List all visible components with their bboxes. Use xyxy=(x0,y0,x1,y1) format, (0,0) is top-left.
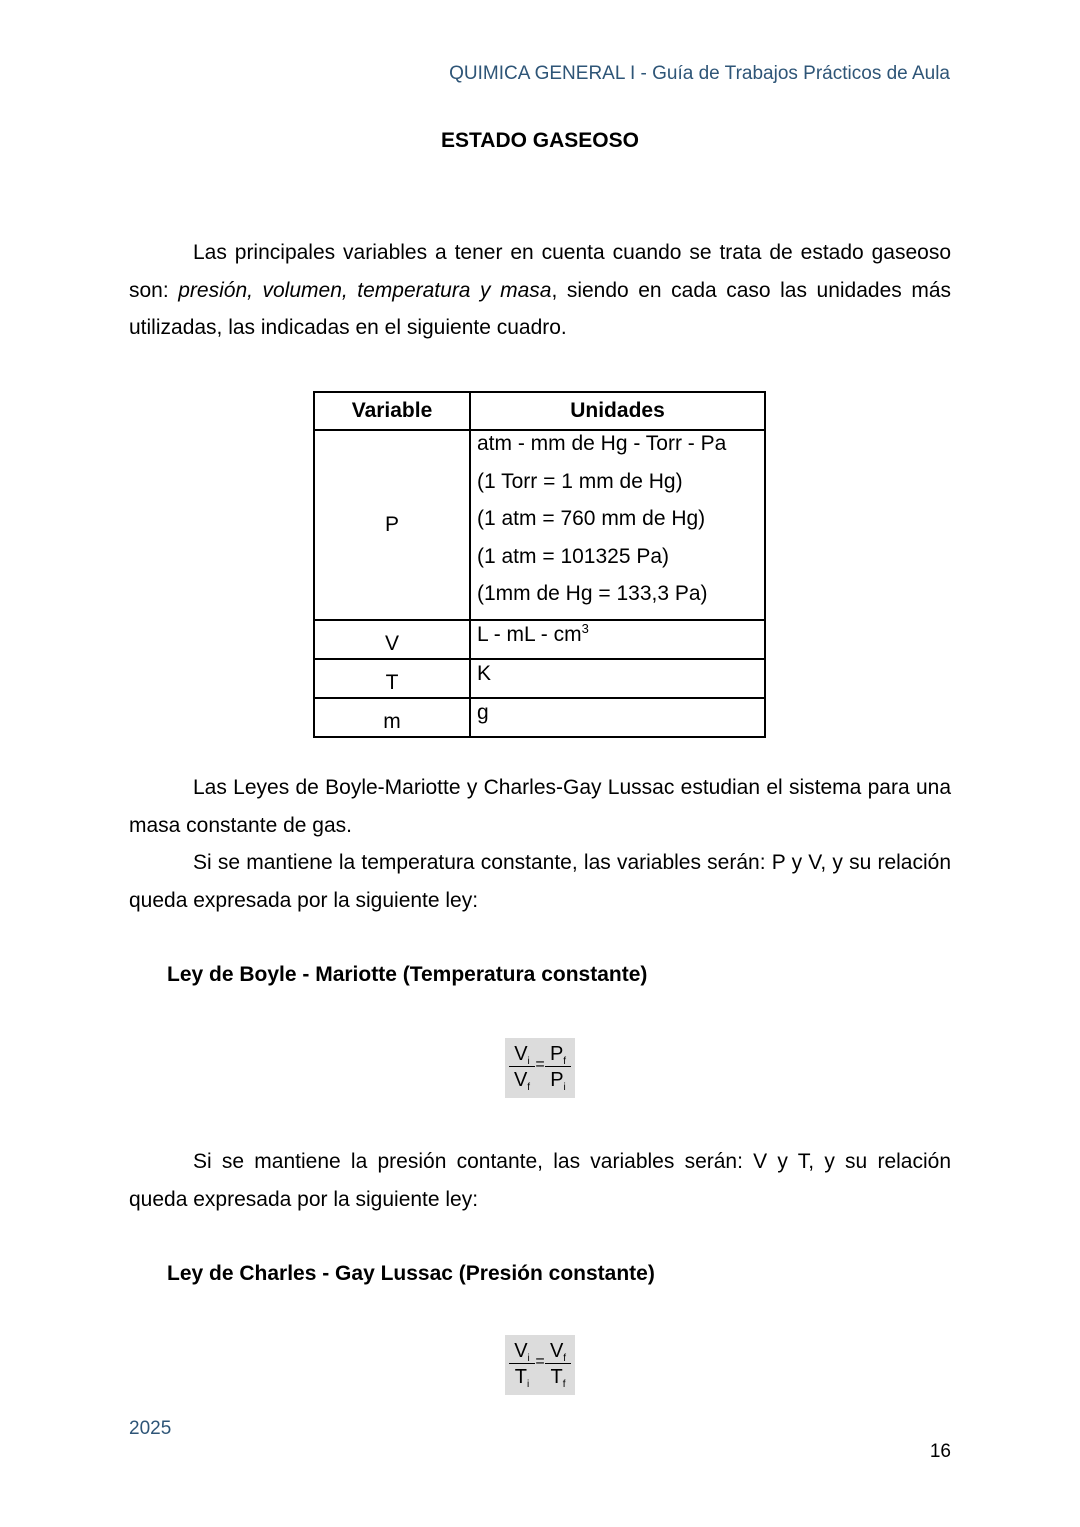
fraction-denominator: $T_i$ xyxy=(514,1366,530,1390)
page-number: 16 xyxy=(929,1441,951,1462)
units-cell xyxy=(470,620,765,659)
charles-formula xyxy=(505,1335,575,1395)
fraction-denominator: $V_f$ xyxy=(513,1069,531,1093)
units-line: (1mm de Hg = 133,3 Pa) xyxy=(477,582,708,605)
header-variable: Variable xyxy=(314,392,470,430)
pressure-paragraph: Si se mantiene la presión contante, las variables serán: V y T, y su relación queda expresada por la siguiente ley: xyxy=(129,1150,951,1211)
fraction-denominator: $P_i$ xyxy=(550,1069,566,1093)
units-cell: K xyxy=(470,659,765,698)
running-header: QUIMICA GENERAL I - Guía de Trabajos Prácticos de Aula xyxy=(449,63,950,84)
intro-paragraph xyxy=(129,234,951,347)
intro-text: Las principales variables a tener en cuenta cuando se trata de estado gaseoso son: xyxy=(129,241,951,302)
temperature-paragraph: Si se mantiene la temperatura constante, las variables serán: P y V, y su relación queda expresada por la siguiente ley: xyxy=(129,851,951,912)
units-line: (1 atm = 760 mm de Hg) xyxy=(477,507,706,530)
units-text: L - mL - cm xyxy=(477,622,582,646)
variable-cell: m xyxy=(314,698,470,737)
header-units: Unidades xyxy=(470,392,765,430)
equals-sign: = xyxy=(535,1056,545,1073)
units-cell xyxy=(470,430,765,620)
units-cell: g xyxy=(470,698,765,737)
units-table xyxy=(313,391,766,738)
charles-law-title: Ley de Charles - Gay Lussac (Presión constante) xyxy=(167,1262,655,1285)
table-row-volume xyxy=(314,620,765,659)
boyle-left-fraction xyxy=(509,1041,535,1092)
fraction-denominator: $T_f$ xyxy=(550,1366,566,1390)
footer-year: 2025 xyxy=(129,1418,172,1439)
fraction-numerator: $V_i$ xyxy=(509,1338,535,1364)
intro-emphasis: presión, volumen, temperatura y masa xyxy=(178,278,552,302)
charles-left-fraction xyxy=(509,1338,535,1389)
equals-sign: = xyxy=(535,1353,545,1370)
units-line: atm - mm de Hg - Torr - Pa xyxy=(477,432,727,455)
table-row-temperature xyxy=(314,659,765,698)
fraction-numerator: $V_i$ xyxy=(509,1041,535,1067)
intro-text-end: , siendo en cada caso las unidades más utilizadas, las indicadas en el siguiente cuadro. xyxy=(129,278,951,339)
fraction-numerator: $V_f$ xyxy=(545,1338,571,1364)
variable-cell: T xyxy=(314,659,470,698)
variable-cell: V xyxy=(314,620,470,659)
page-title: ESTADO GASEOSO xyxy=(441,129,639,152)
units-line: (1 Torr = 1 mm de Hg) xyxy=(477,469,683,493)
units-superscript: 3 xyxy=(581,620,589,636)
boyle-right-fraction xyxy=(545,1041,571,1092)
units-line: (1 atm = 101325 Pa) xyxy=(477,544,670,568)
variable-cell: P xyxy=(314,430,470,620)
table-row-pressure xyxy=(314,430,765,620)
charles-right-fraction xyxy=(545,1338,571,1389)
table-row-mass xyxy=(314,698,765,737)
fraction-numerator: $P_f$ xyxy=(545,1041,571,1067)
table-header-row xyxy=(314,392,765,430)
boyle-law-title: Ley de Boyle - Mariotte (Temperatura constante) xyxy=(167,963,648,986)
boyle-formula xyxy=(505,1038,575,1098)
laws-paragraph: Las Leyes de Boyle-Mariotte y Charles-Gay Lussac estudian el sistema para una masa constante de gas. xyxy=(129,776,951,837)
